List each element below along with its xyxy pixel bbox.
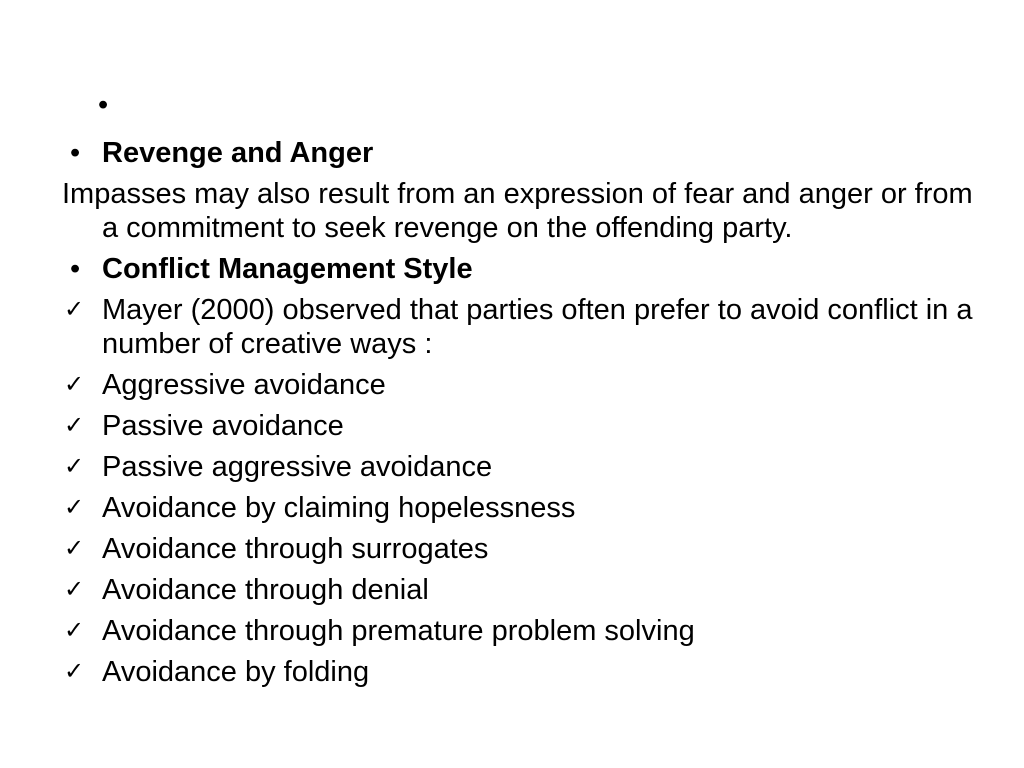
heading-conflict-management-style: [62, 252, 982, 286]
section-heading: Revenge and Anger: [102, 137, 374, 169]
check-item: [62, 409, 982, 443]
check-item-text: Mayer (2000) observed that parties often prefer to avoid conflict in a number of creative ways :: [102, 294, 973, 360]
check-item: [62, 368, 982, 402]
check-mark-icon: ✓: [64, 453, 85, 480]
check-item: [62, 532, 982, 566]
check-mark-icon: ✓: [64, 296, 85, 323]
check-item: [62, 655, 982, 689]
check-mark-icon: ✓: [64, 617, 85, 644]
empty-bullet: •: [98, 89, 109, 121]
heading-revenge-and-anger: [62, 136, 982, 170]
check-item: [62, 491, 982, 525]
bullet-icon: •: [70, 137, 81, 169]
check-mark-icon: ✓: [64, 576, 85, 603]
check-mark-icon: ✓: [64, 494, 85, 521]
check-item-text: Avoidance through denial: [102, 574, 429, 606]
check-item-text: Avoidance by folding: [102, 656, 370, 688]
check-item-text: Avoidance through surrogates: [102, 533, 489, 565]
check-item-text: Avoidance by claiming hopelessness: [102, 492, 576, 524]
slide-content: [62, 136, 982, 696]
check-item: [62, 573, 982, 607]
revenge-paragraph: Impasses may also result from an expression of fear and anger or from a commitment to seek revenge on the offending party.: [62, 178, 973, 244]
check-mark-icon: ✓: [64, 535, 85, 562]
check-mark-icon: ✓: [64, 658, 85, 685]
check-item-text: Aggressive avoidance: [102, 369, 386, 401]
check-item-text: Passive aggressive avoidance: [102, 451, 493, 483]
check-item: [62, 450, 982, 484]
check-mark-icon: ✓: [64, 412, 85, 439]
check-item: [62, 293, 982, 361]
section-heading: Conflict Management Style: [102, 253, 473, 285]
bullet-icon: •: [70, 253, 81, 285]
check-item: [62, 614, 982, 648]
check-item-text: Avoidance through premature problem solving: [102, 615, 695, 647]
check-mark-icon: ✓: [64, 371, 85, 398]
check-item-text: Passive avoidance: [102, 410, 344, 442]
